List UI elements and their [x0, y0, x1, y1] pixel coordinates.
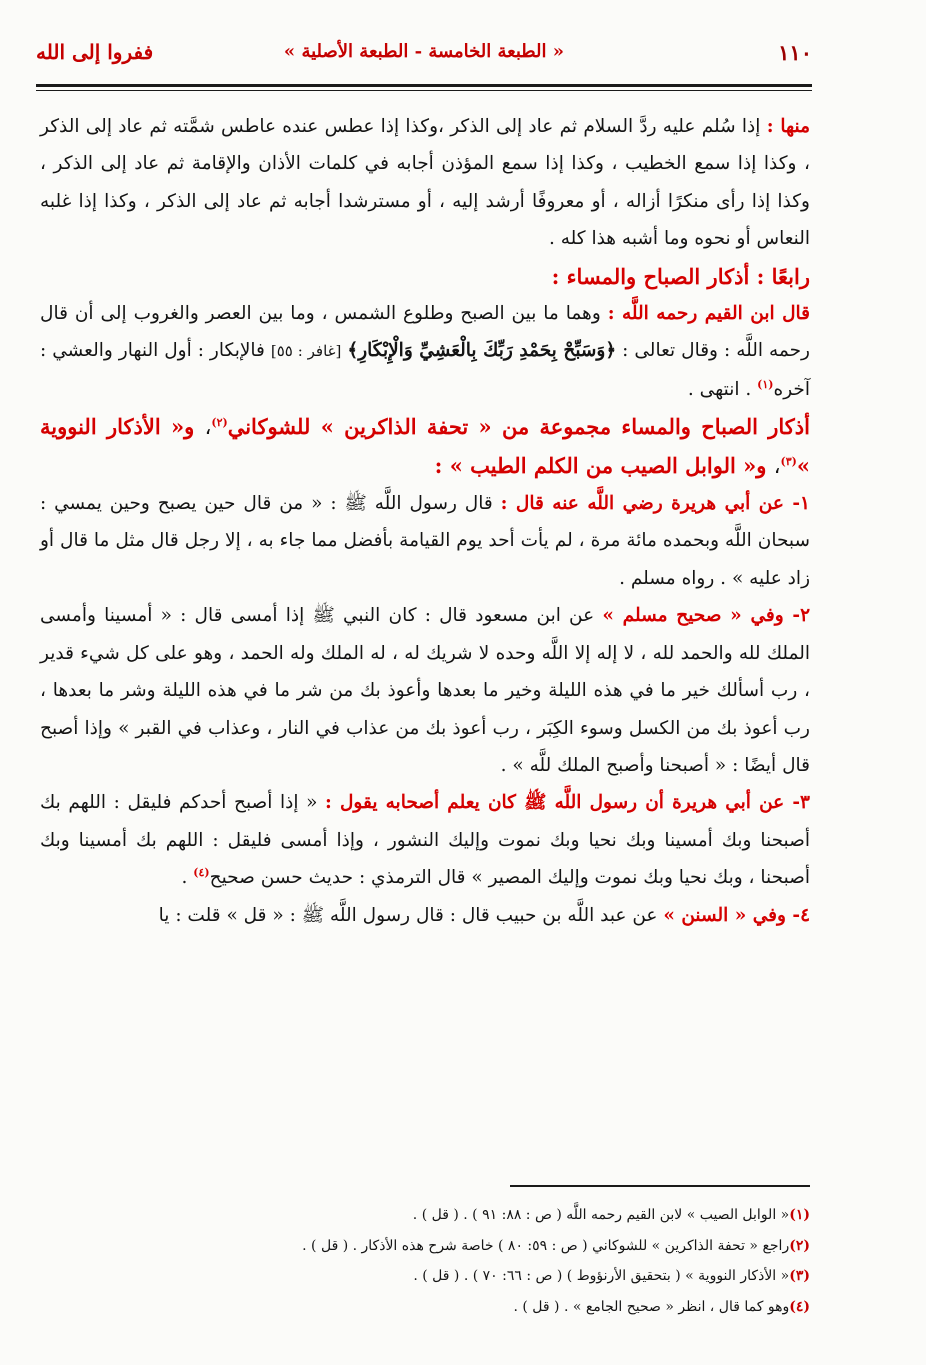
footnote-text: راجع « تحفة الذاكرين » للشوكاني ( ص : ٥٩: ٨٠ ) خاصة شرح هذه الأذكار . ( قل ) .: [302, 1237, 790, 1254]
hadith-item: [40, 897, 810, 934]
separator: ،: [204, 415, 212, 440]
quote-text-end: . انتهى .: [687, 378, 752, 400]
footnote-marker: (٣): [780, 454, 797, 468]
quote-text-continued: فالإبكار : أول النهار والعشي : آخره: [40, 340, 810, 400]
verse-reference: [غافر : ٥٥]: [270, 342, 342, 361]
footnotes: [40, 1200, 810, 1322]
header-rule-thick: [36, 84, 812, 87]
footnote-number: (١): [789, 1207, 810, 1223]
collection-title: و« الوابل الصيب من الكلم الطيب » :: [434, 452, 767, 478]
quote-text: وهما ما بين الصبح وطلوع الشمس ، وما بين العصر والغروب إلى أن قال رحمه اللَّه : وقال تعالى :: [40, 303, 810, 362]
running-title: ففروا إلى الله: [36, 40, 154, 64]
quran-verse: ﴿وَسَبِّحْ بِحَمْدِ رَبِّكَ بِالْعَشِيِّ وَالْإِبْكَارِ﴾: [347, 340, 617, 362]
collection-title: أذكار الصباح والمساء مجموعة من « تحفة الذاكرين » للشوكاني: [227, 414, 810, 440]
hadith-item: [40, 485, 810, 597]
page-header: [36, 40, 812, 80]
edition-label: « الطبعة الخامسة - الطبعة الأصلية »: [283, 41, 565, 62]
footnote-text: « الوابل الصيب » لابن القيم رحمه اللَّه ( ص : ٨٨: ٩١ ) . ( قل ) .: [412, 1207, 790, 1223]
footnote-number: (٢): [789, 1237, 810, 1254]
quote-attribution: قال ابن القيم رحمه اللَّه :: [607, 303, 810, 325]
footnote: [40, 1292, 810, 1323]
footnote: [40, 1261, 810, 1292]
paragraph-intro: [40, 108, 810, 258]
footnote-marker: (٢): [211, 416, 228, 430]
header-rule-thin: [36, 90, 812, 91]
footnote-text: وهو كما قال ، انظر « صحيح الجامع » . ( قل ) .: [513, 1298, 790, 1315]
hadith-lead: ٢- وفي « صحيح مسلم »: [602, 605, 811, 627]
footnote-text: « الأذكار النووية » ( بتحقيق الأرنؤوط ) ( ص : ٦٦: ٧٠ ) . ( قل ) .: [413, 1268, 790, 1284]
separator: ،: [773, 453, 781, 478]
paragraph-text: إذا سُلم عليه ردَّ السلام ثم عاد إلى الذكر ،وكذا إذا عطس عنده عاطس شمَّته ثم عاد إلى الذكر ، وكذا إذا سمع الخطيب ، وكذا إذا سمع المؤذن أجابه في كلمات الأذان والإقامة ثم عاد إلى الذكر ، وكذا إذا رأى منكرًا أزاله ، أو معروفًا أرشد إليه ، أو مسترشدا أجابه ثم عاد إلى الذكر ، وكذا إذا غلبه النعاس أو نحوه وما أشبه هذا كله .: [40, 116, 810, 250]
collection-title: و« الأذكار النووية »: [40, 414, 810, 478]
hadith-text: قال رسول اللَّه ﷺ : « من قال حين يصبح وحين يمسي : سبحان اللَّه وبحمده مائة مرة ، لم يأت أحد يوم القيامة بأفضل مما جاء به ، إلا رجل قال مثل ما قال أو زاد عليه » . رواه مسلم .: [40, 493, 810, 589]
paragraph-ibn-qayyim: [40, 295, 810, 408]
paragraph-lead: منها :: [766, 116, 810, 137]
hadith-item: [40, 597, 810, 784]
hadith-text: عن ابن مسعود قال : كان النبي ﷺ إذا أمسى قال : « أمسينا وأمسى الملك لله والحمد لله ، لا إله إلا اللَّه وحده لا شريك له ، له الملك وله الحمد ، وهو على كل شيء قدير ، رب أسألك خير ما في هذه الليلة وخير ما بعدها وأعوذ بك من شر ما في هذه الليلة وشر ما بعدها ، رب أعوذ بك من الكسل وسوء الكِبَر ، رب أعوذ بك من عذاب في النار ، وعذاب في القبر » وإذا أصبح قال أيضًا : « أصبحنا وأصبح الملك للَّه » .: [40, 605, 811, 776]
footnote-number: (٣): [789, 1268, 810, 1284]
page-number: ١١٠: [778, 40, 812, 65]
section-heading: رابعًا : أذكار الصباح والمساء :: [551, 263, 810, 289]
footnote: [40, 1200, 810, 1231]
main-text: [40, 108, 810, 934]
footnote: [40, 1231, 810, 1262]
hadith-lead: ١- عن أبي هريرة رضي اللَّه عنه قال :: [500, 493, 810, 515]
footnote-rule: [510, 1185, 810, 1187]
footnote-number: (٤): [789, 1298, 810, 1315]
footnote-marker: (١): [757, 377, 774, 391]
collection-heading: [40, 408, 810, 485]
hadith-lead: ٣- عن أبي هريرة أن رسول اللَّه ﷺ كان يعلم أصحابه يقول :: [325, 792, 810, 814]
hadith-item: [40, 784, 810, 896]
hadith-text: عن عبد اللَّه بن حبيب قال : قال رسول اللَّه ﷺ : « قل » قلت : يا: [158, 904, 658, 926]
hadith-text: « إذا أصبح أحدكم فليقل : اللهم بك أصبحنا وبك أمسينا وبك نحيا وبك نموت وإليك النشور ، وإذا أمسى فليقل : اللهم بك أمسينا وبك أصبحنا ، وبك نحيا وبك نموت وإليك المصير » قال الترمذي : حديث حسن صحيح: [40, 792, 810, 889]
hadith-end: .: [181, 867, 188, 889]
hadith-lead: ٤- وفي « السنن »: [663, 904, 810, 926]
footnote-marker: (٤): [193, 865, 210, 879]
